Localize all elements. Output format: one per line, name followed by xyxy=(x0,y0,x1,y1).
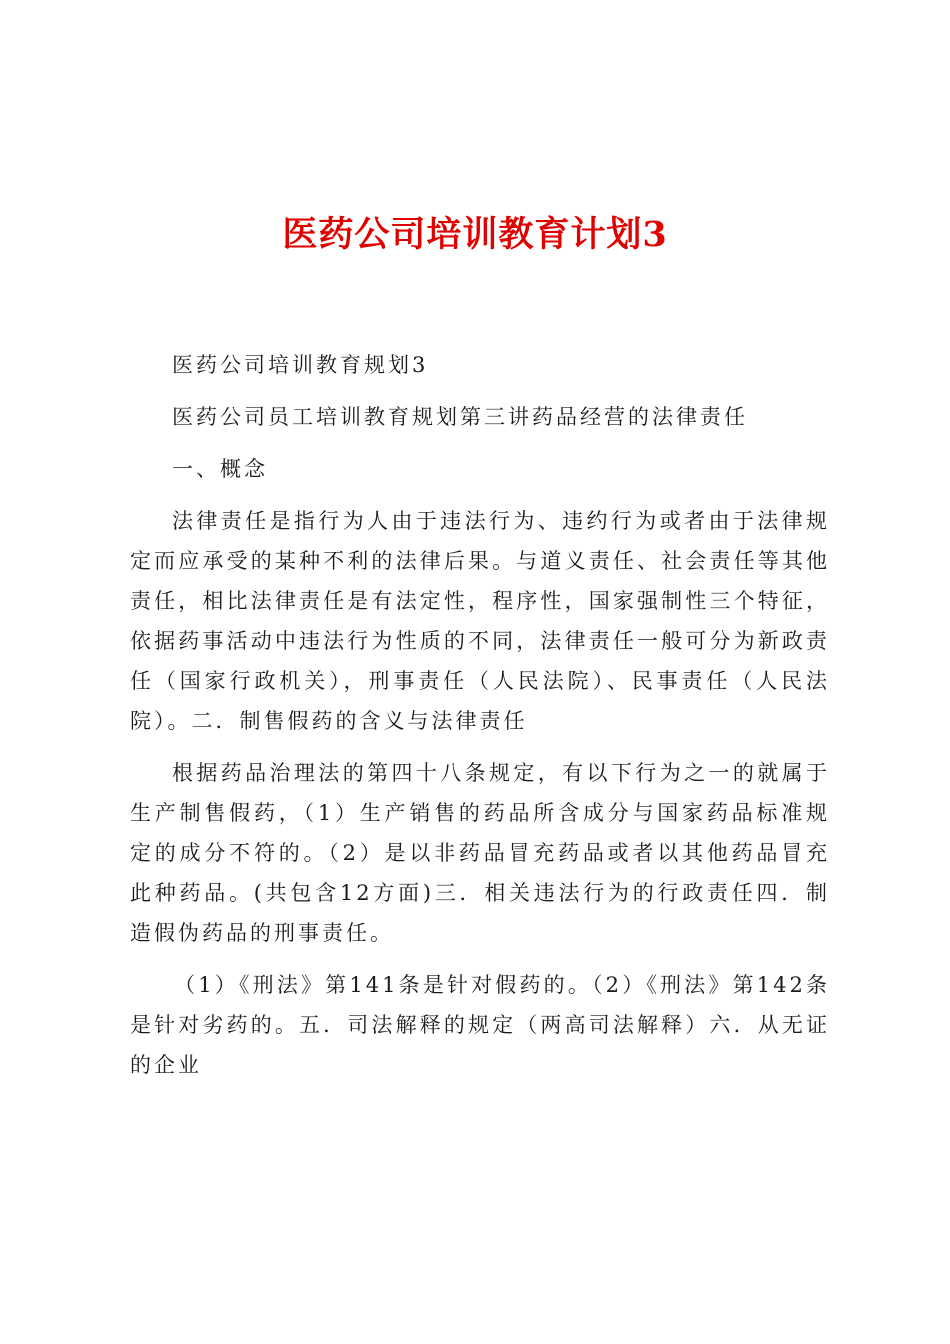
paragraph-section-concept: 一、概念 xyxy=(172,457,268,481)
document-body xyxy=(130,345,830,1097)
document-title: 医药公司培训教育计划3 xyxy=(282,214,668,255)
paragraph-legal-liability: 法律责任是指行为人由于违法行为、违约行为或者由于法律规定而应承受的某种不利的法律后果。与道义责任、社会责任等其他责任，相比法律责任是有法定性，程序性，国家强制性三个特征，依据药事活动中违法行为性质的不同，法律责任一般可分为新政责任（国家行政机关），刑事责任（人民法院）、民事责任（人民法院）。二．制售假药的含义与法律责任 xyxy=(130,509,830,733)
paragraph-lecture-heading: 医药公司员工培训教育规划第三讲药品经营的法律责任 xyxy=(172,405,748,429)
paragraph-subtitle: 医药公司培训教育规划3 xyxy=(172,353,429,377)
paragraph-criminal-law: （1）《刑法》第141条是针对假药的。（2）《刑法》第142条是针对劣药的。五．司法解释的规定（两高司法解释）六．从无证的企业 xyxy=(130,973,830,1077)
paragraph-fake-drugs: 根据药品治理法的第四十八条规定，有以下行为之一的就属于生产制售假药，（1）生产销售的药品所含成分与国家药品标准规定的成分不符的。（2）是以非药品冒充药品或者以其他药品冒充此种药品。(共包含12方面)三．相关违法行为的行政责任四．制造假伪药品的刑事责任。 xyxy=(130,761,830,945)
